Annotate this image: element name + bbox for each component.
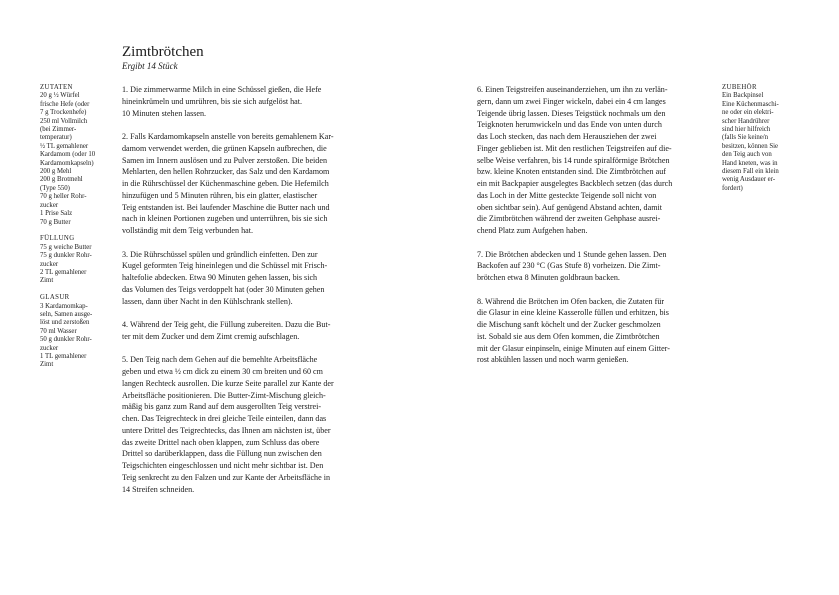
ingredient-line: zucker <box>40 344 59 352</box>
step-1: 1. Die zimmerwarme Milch in eine Schüssel gießen, die Hefe hineinkrümeln und umrühren, bis sie sich aufgelöst hat. 10 Minuten stehen lassen. <box>122 85 322 118</box>
step-2: 2. Falls Kardamomkapseln anstelle von bereits gemahlenem Kar- damom verwendet werden, die grünen Kapseln aufbrechen, die Samen im Innern auslösen und zu Pulver zerstoßen. Die beiden Mehlarten, den hellen Rohrzucker, das Salz und den Kardamom in die Rührschüssel der Küchenmaschine geben. Die Hefemilch hinzufügen und 5 Minuten rühren, bis ein glatter, elastischer Teig entstanden ist. Bei laufender Maschine die Butter nach und nach in kleinen Portionen zugeben und unterrühren, bis sie sich vollständig mit dem Teig verbunden hat. <box>122 132 334 235</box>
equipment-line: scher Handrührer <box>722 117 770 125</box>
equipment-line: wenig Ausdauer er- <box>722 176 776 184</box>
equipment-line: sind hier hilfreich <box>722 126 771 134</box>
recipe-yield: Ergibt 14 Stück <box>122 61 178 71</box>
ingredients-sidebar <box>40 84 108 370</box>
instructions-left-column <box>122 84 372 507</box>
ingredient-line: 75 g weiche Butter <box>40 243 92 251</box>
ingredient-line: seln, Samen ausge- <box>40 310 93 318</box>
equipment-line: fordert) <box>722 184 743 192</box>
step-7: 7. Die Brötchen abdecken und 1 Stunde gehen lassen. Den Backofen auf 230 °C (Gas Stufe 8) vorheizen. Die Zimt- brötchen etwa 8 Minuten goldbraun backen. <box>477 249 667 282</box>
ingredient-group-heading: GLASUR <box>40 294 70 302</box>
ingredient-line: 1 TL gemahlener <box>40 352 87 360</box>
ingredient-line: (bei Zimmer- <box>40 126 77 134</box>
ingredient-line: 75 g dunkler Rohr- <box>40 252 92 260</box>
ingredient-line: 7 g Trockenhefe) <box>40 109 87 117</box>
ingredient-line: 70 ml Wasser <box>40 327 77 335</box>
ingredient-line: 70 g heller Rohr- <box>40 193 87 201</box>
ingredient-line: 70 g Butter <box>40 218 71 226</box>
ingredient-line: löst und zerstoßen <box>40 319 90 327</box>
section-spacer <box>40 227 108 235</box>
ingredient-line: 3 Kardamomkap- <box>40 302 88 310</box>
ingredient-line: 1 Prise Salz <box>40 210 73 218</box>
equipment-line: den Teig auch von <box>722 151 772 159</box>
ingredient-group-heading: FÜLLUNG <box>40 235 75 243</box>
equipment-line: Eine Küchenmaschi- <box>722 100 779 108</box>
ingredient-line: Kardamomkapseln) <box>40 159 94 167</box>
instructions-right-column <box>477 84 709 378</box>
ingredient-line: zucker <box>40 260 59 268</box>
equipment-sidebar <box>722 84 794 193</box>
ingredient-line: temperatur) <box>40 134 72 142</box>
ingredient-line: 200 g Brotmehl <box>40 176 83 184</box>
ingredient-line: Zimt <box>40 361 54 369</box>
section-spacer <box>40 286 108 294</box>
ingredient-line: Kardamom (oder 10 <box>40 151 96 159</box>
ingredient-line: 2 TL gemahlener <box>40 268 87 276</box>
ingredient-line: frische Hefe (oder <box>40 100 90 108</box>
step-8: 8. Während die Brötchen im Ofen backen, die Zutaten für die Glasur in eine kleine Kasserolle füllen und erhitzen, bis die Mischung sanft köchelt und der Zucker geschmolzen ist. Sobald sie aus dem Ofen kommen, die Zimtbrötchen mit der Glasur einpinseln, einige Minuten auf einem Gitter- rost abkühlen lassen und noch warm genießen. <box>477 296 670 365</box>
ingredient-line: (Type 550) <box>40 184 70 192</box>
equipment-heading: ZUBEHÖR <box>722 84 757 91</box>
equipment-line: ne oder ein elektri- <box>722 109 774 117</box>
ingredient-line: 200 g Mehl <box>40 168 72 176</box>
ingredient-line: Zimt <box>40 277 54 285</box>
ingredient-line: ½ TL gemahlener <box>40 142 89 150</box>
equipment-line: Hand kneten, was in <box>722 159 778 167</box>
ingredient-line: zucker <box>40 201 59 209</box>
step-5: 5. Den Teig nach dem Gehen auf die bemehlte Arbeitsfläche geben und etwa ½ cm dick zu einem 30 cm breiten und 60 cm langen Rechteck ausrollen. Die kurze Seite parallel zur Kante der Arbeitsfläche positionieren. Die Butter-Zimt-Mischung gleich- mäßig bis ganz zum Rand auf dem ausgerollten Teig verstrei- chen. Das Teigrechteck in drei gleiche Teile einteilen, dann das untere Drittel des Teigrechtecks, das Ihnen am nächsten ist, über das zweite Drittel nach oben klappen, zum Schluss das obere Drittel so darüberklappen, dass die Füllung nun zwischen den Teigschichten eingeschlossen und nicht mehr sichtbar ist. Den Teig senkrecht zu den Falzen und zur Kante der Arbeitsfläche in 14 Streifen schneiden. <box>122 355 334 494</box>
step-4: 4. Während der Teig geht, die Füllung zubereiten. Dazu die But- ter mit dem Zucker und dem Zimt cremig aufschlagen. <box>122 320 331 341</box>
equipment-line: (falls Sie keine/n <box>722 134 769 142</box>
recipe-title: Zimtbrötchen <box>122 44 204 60</box>
equipment-line: besitzen, können Sie <box>722 142 779 150</box>
equipment-line: diesem Fall ein klein <box>722 168 779 176</box>
equipment-line: Ein Backpinsel <box>722 92 764 100</box>
equipment-list <box>722 92 794 193</box>
ingredient-line: 250 ml Vollmilch <box>40 117 88 125</box>
step-6: 6. Einen Teigstreifen auseinanderziehen, um ihn zu verlän- gern, dann um zwei Finger wickeln, dabei ein 4 cm langes Teigende übrig lassen. Dieses Teigstück nochmals um den Teigknoten herumwickeln und das Ende von unten durch das Loch stecken, das nach dem Herausziehen der zwei Finger geblieben ist. Mit den restlichen Teigstreifen auf die- selbe Weise verfahren, bis 14 runde spiralförmige Brötchen bzw. kleine Knoten entstanden sind. Die Zimtbrötchen auf ein mit Backpapier ausgelegtes Backblech setzen (das durch das Loch in der Mitte gesteckte Teigende soll nicht von oben sichtbar sein). Auf genügend Abstand achten, damit die Zimtbrötchen während der zweiten Gehphase ausrei- chend Platz zum Aufgehen haben. <box>477 85 673 235</box>
ingredient-line: 20 g ½ Würfel <box>40 92 80 100</box>
ingredient-group-heading: ZUTATEN <box>40 84 73 91</box>
ingredient-line: 50 g dunkler Rohr- <box>40 336 92 344</box>
step-3: 3. Die Rührschüssel spülen und gründlich einfetten. Den zur Kugel geformten Teig hineinlegen und die Schüssel mit Frisch- haltefolie abdecken. Etwa 90 Minuten gehen lassen, bis sich das Volumen des Teigs verdoppelt hat (oder 30 Minuten gehen lassen, dann über Nacht in den Kühlschrank stellen). <box>122 249 328 306</box>
